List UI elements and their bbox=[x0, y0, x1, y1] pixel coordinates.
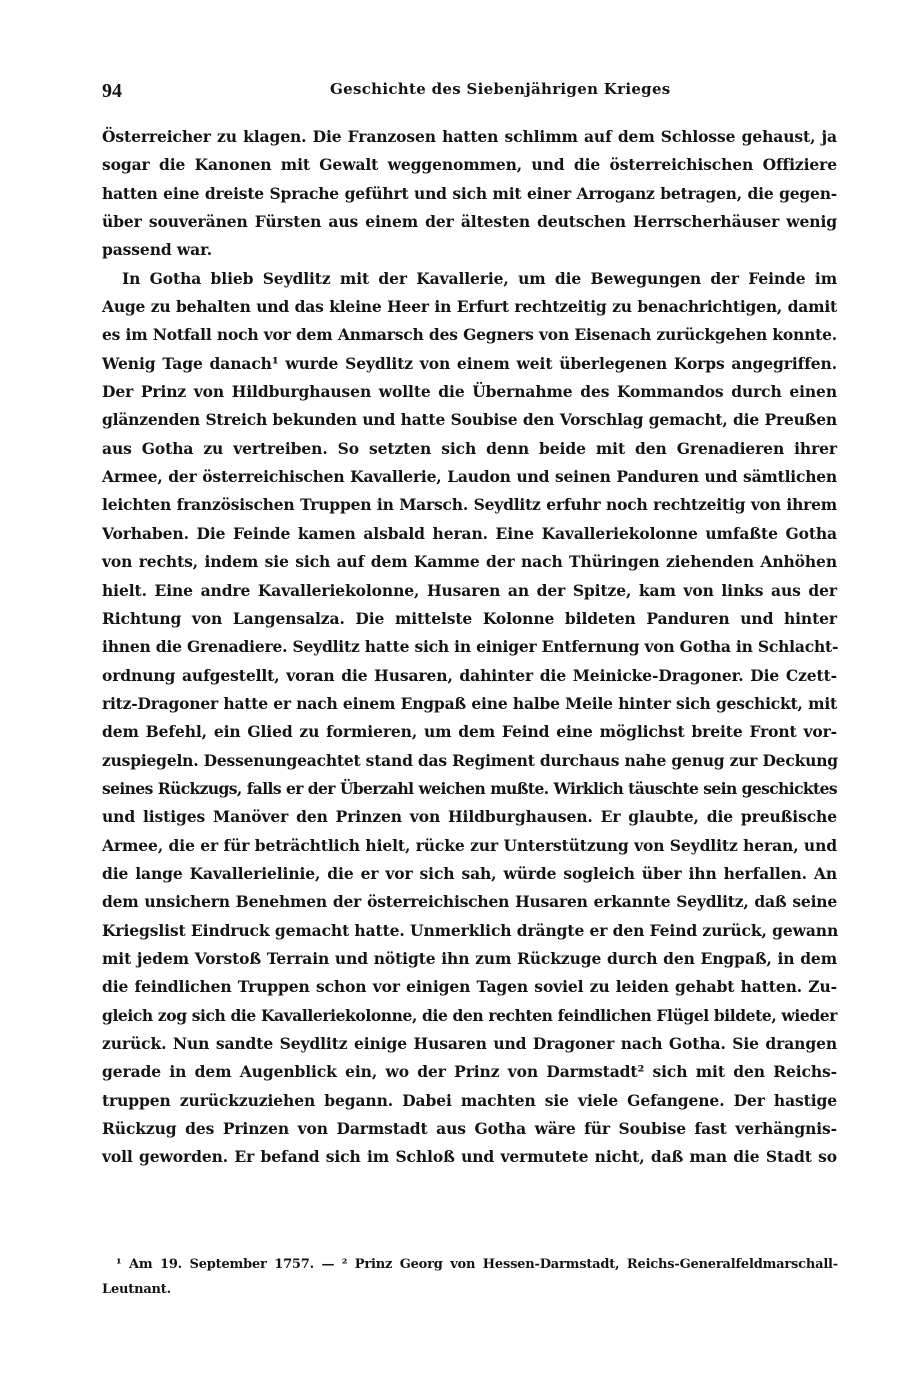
page-header bbox=[0, 74, 900, 106]
text-line: dem unsichern Benehmen der österreichischen Husaren erkannte Seydlitz, daß seine bbox=[102, 892, 837, 912]
text-line: truppen zurückzuziehen begann. Dabei machten sie viele Gefangene. Der hastige bbox=[102, 1090, 837, 1110]
text-line: Der Prinz von Hildburghausen wollte die Übernahme des Kommandos durch einen bbox=[102, 382, 837, 402]
text-line: ritz-Dragoner hatte er nach einem Engpaß eine halbe Meile hinter sich geschickt, mit bbox=[102, 693, 837, 713]
text-line: ihnen die Grenadiere. Seydlitz hatte sich in einiger Entfernung von Gotha in Schlacht- bbox=[102, 637, 839, 657]
text-line: Rückzug des Prinzen von Darmstadt aus Gotha wäre für Soubise fast verhängnis- bbox=[102, 1119, 837, 1139]
text-line: Österreicher zu klagen. Die Franzosen hatten schlimm auf dem Schlosse gehaust, ja bbox=[102, 127, 837, 146]
paragraph-1 bbox=[102, 123, 837, 265]
text-line: hatten eine dreiste Sprache geführt und sich mit einer Arroganz betragen, die gegen- bbox=[102, 183, 837, 203]
text-line: passend war. bbox=[102, 240, 213, 260]
text-line: In Gotha blieb Seydlitz mit der Kavallerie, um die Bewegungen der Feinde im bbox=[122, 268, 837, 288]
text-line: mit jedem Vorstoß Terrain und nötigte ihn zum Rückzuge durch den Engpaß, in dem bbox=[102, 948, 837, 968]
footnote-line: ¹ Am 19. September 1757. — ² Prinz Georg von Hessen-Darmstadt, Reichs-Generalfeldmarschall- bbox=[116, 1257, 838, 1272]
footnote-line: Leutnant. bbox=[102, 1282, 171, 1297]
text-line: leichten französischen Truppen in Marsch. Seydlitz erfuhr noch rechtzeitig von ihrem bbox=[102, 495, 837, 515]
text-line: aus Gotha zu vertreiben. So setzten sich denn beide mit den Grenadieren ihrer bbox=[102, 438, 837, 458]
text-line: gleich zog sich die Kavalleriekolonne, die den rechten feindlichen Flügel bildete, wieder bbox=[102, 1005, 837, 1025]
text-line: über souveränen Fürsten aus einem der ältesten deutschen Herrscherhäuser wenig bbox=[102, 212, 837, 232]
text-line: Kriegslist Eindruck gemacht hatte. Unmerklich drängte er den Feind zurück, gewann bbox=[102, 920, 839, 940]
text-line: Richtung von Langensalza. Die mittelste Kolonne bildeten Panduren und hinter bbox=[102, 608, 837, 628]
text-line: die lange Kavallerielinie, die er vor sich sah, würde sogleich über ihn herfallen. An bbox=[102, 863, 837, 883]
text-line: zurück. Nun sandte Seydlitz einige Husaren und Dragoner nach Gotha. Sie drangen bbox=[102, 1034, 837, 1053]
text-line: Vorhaben. Die Feinde kamen alsbald heran. Eine Kavalleriekolonne umfaßte Gotha bbox=[102, 523, 837, 543]
text-line: hielt. Eine andre Kavalleriekolonne, Husaren an der Spitze, kam von links aus der bbox=[102, 580, 837, 600]
text-line: von rechts, indem sie sich auf dem Kamme der nach Thüringen ziehenden Anhöhen bbox=[102, 552, 837, 572]
footnotes bbox=[102, 1252, 838, 1302]
page-number: 94 bbox=[102, 80, 122, 102]
text-line: Wenig Tage danach¹ wurde Seydlitz von einem weit überlegenen Korps angegriffen. bbox=[102, 353, 837, 373]
running-title: Geschichte des Siebenjährigen Krieges bbox=[330, 80, 671, 98]
text-line: voll geworden. Er befand sich im Schloß und vermutete nicht, daß man die Stadt so bbox=[102, 1147, 837, 1167]
text-line: Armee, der österreichischen Kavallerie, Laudon und seinen Panduren und sämtlichen bbox=[102, 467, 837, 487]
text-line: sogar die Kanonen mit Gewalt weggenommen, und die österreichischen Offiziere bbox=[102, 155, 837, 175]
main-text bbox=[102, 123, 837, 1172]
text-line: Armee, die er für beträchtlich hielt, rücke zur Unterstützung von Seydlitz heran, und bbox=[102, 835, 837, 855]
text-line: und listiges Manöver den Prinzen von Hildburghausen. Er glaubte, die preußische bbox=[102, 807, 837, 827]
text-line: glänzenden Streich bekunden und hatte Soubise den Vorschlag gemacht, die Preußen bbox=[102, 410, 837, 430]
text-line: seines Rückzugs, falls er der Überzahl weichen mußte. Wirklich täuschte sein geschicktes bbox=[102, 778, 837, 798]
text-line: zuspiegeln. Dessenungeachtet stand das Regiment durchaus nahe genug zur Deckung bbox=[102, 750, 838, 770]
text-line: ordnung aufgestellt, voran die Husaren, dahinter die Meinicke-Dragoner. Die Czett- bbox=[102, 665, 837, 685]
text-line: dem Befehl, ein Glied zu formieren, um dem Feind eine möglichst breite Front vor- bbox=[102, 722, 837, 742]
paragraph-2 bbox=[102, 265, 837, 1172]
text-line: es im Notfall noch vor dem Anmarsch des Gegners von Eisenach zurückgehen konnte. bbox=[102, 325, 837, 345]
text-line: die feindlichen Truppen schon vor einigen Tagen soviel zu leiden gehabt hatten. Zu- bbox=[102, 977, 837, 997]
text-line: Auge zu behalten und das kleine Heer in Erfurt rechtzeitig zu benachrichtigen, damit bbox=[102, 297, 837, 317]
text-line: gerade in dem Augenblick ein, wo der Prinz von Darmstadt² sich mit den Reichs- bbox=[102, 1062, 837, 1082]
